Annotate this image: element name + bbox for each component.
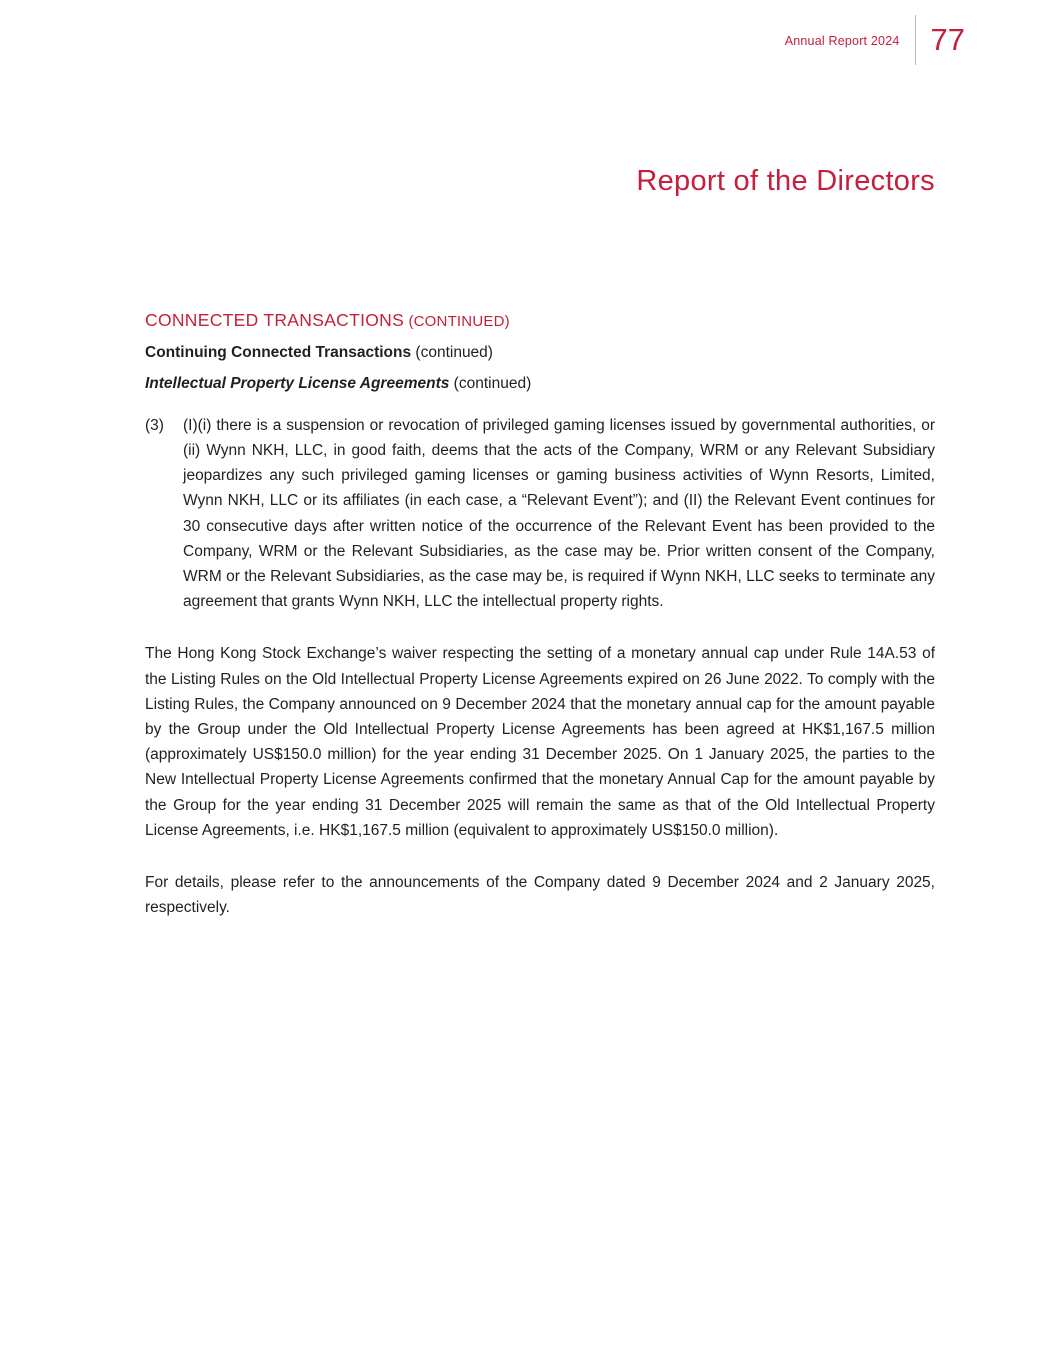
paragraph-for-details: For details, please refer to the announcements of the Company dated 9 December 2024 and 2 January 2025, respectively. xyxy=(145,874,935,917)
page-header xyxy=(785,14,965,66)
subheading-continued-text: (continued) xyxy=(411,344,493,361)
subheading-bold-text: Continuing Connected Transactions xyxy=(145,344,412,361)
paragraph-waiver-annual-cap: The Hong Kong Stock Exchange’s waiver respecting the setting of a monetary annual cap under Rule 14A.53 of the Listing Rules on the Old Intellectual Property License Agreements expired on 26 June 2022. To comply with the Listing Rules, the Company announced on 9 December 2024 that the monetary annual cap for the amount payable by the Group under the Old Intellectual Property License Agreements has been agreed at HK$1,167.5 million (approximately US$150.0 million) for the year ending 31 December 2025. On 1 January 2025, the parties to the New Intellectual Property License Agreements confirmed that the monetary Annual Cap for the amount payable by the Group for the year ending 31 December 2025 will remain the same as that of the Old Intellectual Property License Agreements, i.e. HK$1,167.5 million (equivalent to approximately US$150.0 million). xyxy=(145,645,935,839)
subheading-continued-text: (continued) xyxy=(449,374,532,392)
list-item-text: (I)(i) there is a suspension or revocation of privileged gaming licenses issued by governmental authorities, or (ii) Wynn NKH, LLC, in good faith, deems that the acts of the Company, WRM or any Relevant Subsidiary jeopardizes any such privileged gaming licenses or gaming business activities of Wynn Resorts, Limited, Wynn NKH, LLC or its affiliates (in each case, a “Relevant Event”); and (II) the Relevant Event continues for 30 consecutive days after written notice of the occurrence of the Relevant Event has been provided to the Company, WRM or the Relevant Subsidiaries, as the case may be. Prior written consent of the Company, WRM or the Relevant Subsidiaries, as the case may be, is required if Wynn NKH, LLC seeks to terminate any agreement that grants Wynn NKH, LLC the intellectual property rights. xyxy=(183,416,935,611)
section-heading-continued: (CONTINUED) xyxy=(404,313,510,330)
page-title: Report of the Directors xyxy=(636,165,935,197)
content-area xyxy=(145,310,935,921)
section-heading-main: CONNECTED TRANSACTIONS xyxy=(145,310,405,330)
page-number: 77 xyxy=(930,22,965,57)
header-divider xyxy=(915,15,916,65)
subheading-intellectual-property-license-agreements xyxy=(145,374,935,395)
list-item-3 xyxy=(145,413,935,615)
subheading-continuing-connected-transactions xyxy=(145,343,935,364)
list-item-number: (3) xyxy=(145,416,164,434)
section-heading xyxy=(145,310,935,331)
subheading-bold-italic-text: Intellectual Property License Agreements xyxy=(145,374,450,392)
report-title-label: Annual Report 2024 xyxy=(784,34,900,48)
